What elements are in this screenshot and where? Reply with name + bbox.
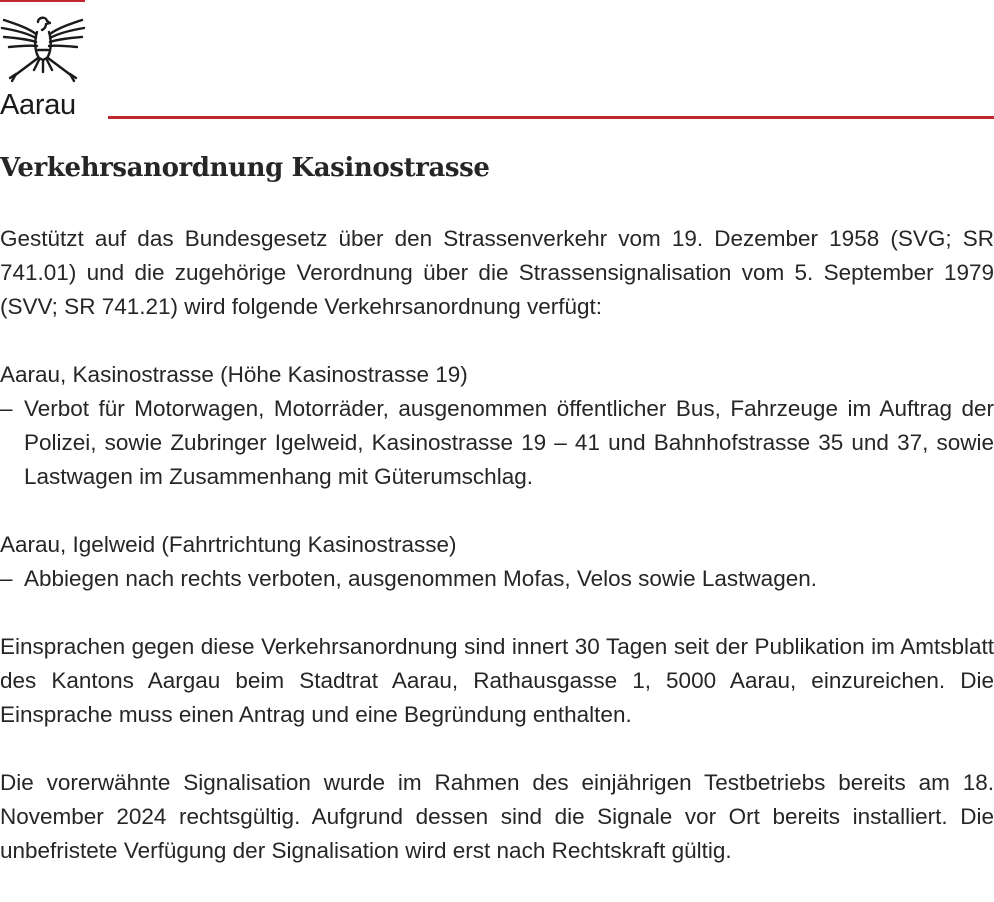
list-item-text: Abbiegen nach rechts verboten, ausgenommen Mofas, Velos sowie Lastwagen. — [24, 566, 817, 591]
list-item — [0, 562, 994, 596]
objection-paragraph: Einsprachen gegen diese Verkehrsanordnung sind innert 30 Tagen seit der Publikation im Amtsblatt des Kantons Aargau beim Stadtrat Aarau, Rathausgasse 1, 5000 Aarau, einzureichen. Die Einsprache muss einen Antrag und eine Begründung enthalten. — [0, 634, 994, 727]
section-heading: Aarau, Kasinostrasse (Höhe Kasinostrasse 19) — [0, 362, 468, 387]
list-item — [0, 392, 994, 494]
document-title: Verkehrsanordnung Kasinostrasse — [0, 153, 490, 183]
eagle-crest-icon — [0, 12, 86, 90]
intro-paragraph: Gestützt auf das Bundesgesetz über den Strassenverkehr vom 19. Dezember 1958 (SVG; SR 741.01) und die zugehörige Verordnung über die Strassensignalisation vom 5. September 1979 (SVV; SR 741.21) wird folgende Verkehrsanordnung verfügt: — [0, 226, 994, 319]
logo-wordmark: Aarau — [0, 89, 76, 121]
dash-marker: – — [0, 396, 13, 421]
list-item-text: Verbot für Motorwagen, Motorräder, ausgenommen öffentlicher Bus, Fahrzeuge im Auftrag der Polizei, sowie Zubringer Igelweid, Kasinostrasse 19 – 41 und Bahnhofstrasse 35 und 37, sowie Lastwagen im Zusammenhang mit Güterumschlag. — [24, 396, 994, 489]
section-kasinostrasse — [0, 358, 994, 494]
note-paragraph: Die vorerwähnte Signalisation wurde im Rahmen des einjährigen Testbetriebs bereits am 18. November 2024 rechtsgültig. Aufgrund dessen sind die Signale vor Ort bereits installiert. Die unbefristete Verfügung der Signalisation wird erst nach Rechtskraft gültig. — [0, 770, 994, 863]
section-igelweid — [0, 528, 994, 596]
dash-marker: – — [0, 566, 13, 591]
section-heading: Aarau, Igelweid (Fahrtrichtung Kasinostrasse) — [0, 532, 457, 557]
document-body — [0, 222, 994, 902]
logo-top-accent-line — [0, 0, 85, 2]
header-divider — [108, 116, 994, 119]
